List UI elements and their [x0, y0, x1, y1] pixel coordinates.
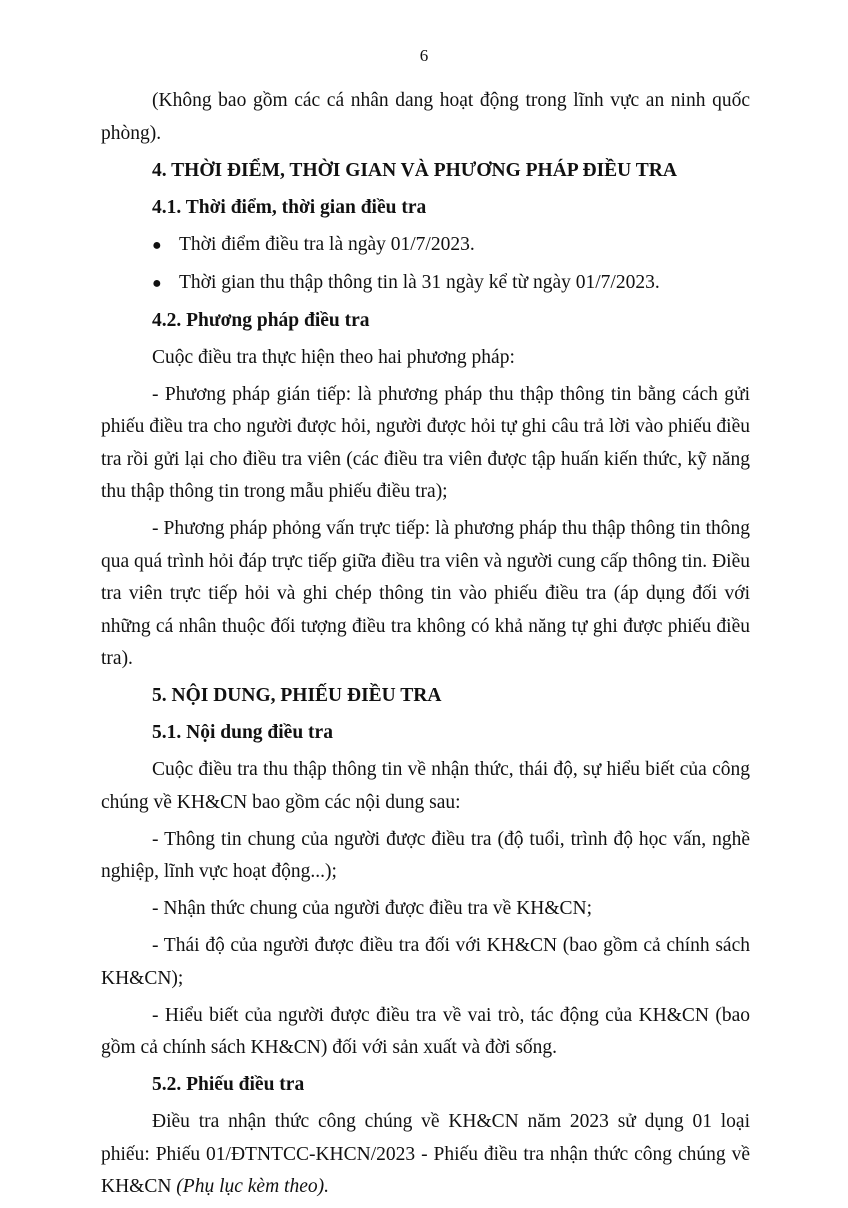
paragraph-direct-interview-method: - Phương pháp phỏng vấn trực tiếp: là phương pháp thu thập thông tin thông qua quá trình hỏi đáp trực tiếp giữa điều tra viên và người cung cấp thông tin. Điều tra viên trực tiếp hỏi và ghi chép thông tin vào phiếu điều tra (áp dụng đối với những cá nhân thuộc đối tượng điều tra không có khả năng tự ghi được phiếu điều tra).	[101, 518, 750, 669]
heading-section-4-1: 4.1. Thời điểm, thời gian điều tra	[152, 196, 427, 218]
bullet-item-collection-period	[101, 267, 750, 301]
document-body	[101, 85, 750, 1208]
bullet-text: Thời điểm điều tra là ngày 01/7/2023.	[179, 233, 475, 255]
bullet-dot-icon: ●	[152, 236, 162, 254]
heading-section-4: 4. THỜI ĐIỂM, THỜI GIAN VÀ PHƯƠNG PHÁP ĐIỀU TRA	[152, 159, 677, 181]
heading-section-5-1: 5.1. Nội dung điều tra	[152, 722, 333, 743]
paragraph-general-awareness: - Nhận thức chung của người được điều tra về KH&CN;	[152, 898, 593, 919]
bullet-item-survey-date	[101, 229, 750, 263]
paragraph-indirect-method: - Phương pháp gián tiếp: là phương pháp thu thập thông tin bằng cách gửi phiếu điều tra cho người được hỏi, người được hỏi tự ghi câu trả lời vào phiếu điều tra rồi gửi lại cho điều tra viên (các điều tra viên được tập huấn kiến thức, kỹ năng thu thập thông tin trong mẫu phiếu điều tra);	[101, 383, 750, 502]
paragraph-survey-form	[101, 1106, 750, 1204]
paragraph-understanding: - Hiểu biết của người được điều tra về vai trò, tác động của KH&CN (bao gồm cả chính sách KH&CN) đối với sản xuất và đời sống.	[101, 1004, 750, 1058]
heading-section-4-2: 4.2. Phương pháp điều tra	[152, 309, 370, 331]
paragraph-methods-intro: Cuộc điều tra thực hiện theo hai phương pháp:	[152, 346, 515, 368]
paragraph-general-info: - Thông tin chung của người được điều tra (độ tuổi, trình độ học vấn, nghề nghiệp, lĩnh vực hoạt động...);	[101, 828, 750, 882]
paragraph-attitude: - Thái độ của người được điều tra đối với KH&CN (bao gồm cả chính sách KH&CN);	[101, 935, 750, 989]
survey-form-text: Điều tra nhận thức công chúng về KH&CN năm 2023 sử dụng 01 loại phiếu: Phiếu 01/ĐTNTCC-KHCN/2023 - Phiếu điều tra nhận thức công chúng về KH&CN	[101, 1111, 750, 1197]
paragraph-exclusion-note: (Không bao gồm các cá nhân dang hoạt động trong lĩnh vực an ninh quốc phòng).	[101, 90, 750, 144]
appendix-note: (Phụ lục kèm theo).	[176, 1176, 329, 1197]
heading-section-5: 5. NỘI DUNG, PHIẾU ĐIỀU TRA	[152, 685, 442, 706]
bullet-dot-icon: ●	[152, 274, 162, 292]
paragraph-content-intro: Cuộc điều tra thu thập thông tin về nhận thức, thái độ, sự hiểu biết của công chúng về KH&CN bao gồm các nội dung sau:	[101, 759, 750, 813]
page-number: 6	[419, 46, 429, 65]
bullet-text: Thời gian thu thập thông tin là 31 ngày kể từ ngày 01/7/2023.	[179, 271, 660, 293]
heading-section-5-2: 5.2. Phiếu điều tra	[152, 1074, 305, 1095]
